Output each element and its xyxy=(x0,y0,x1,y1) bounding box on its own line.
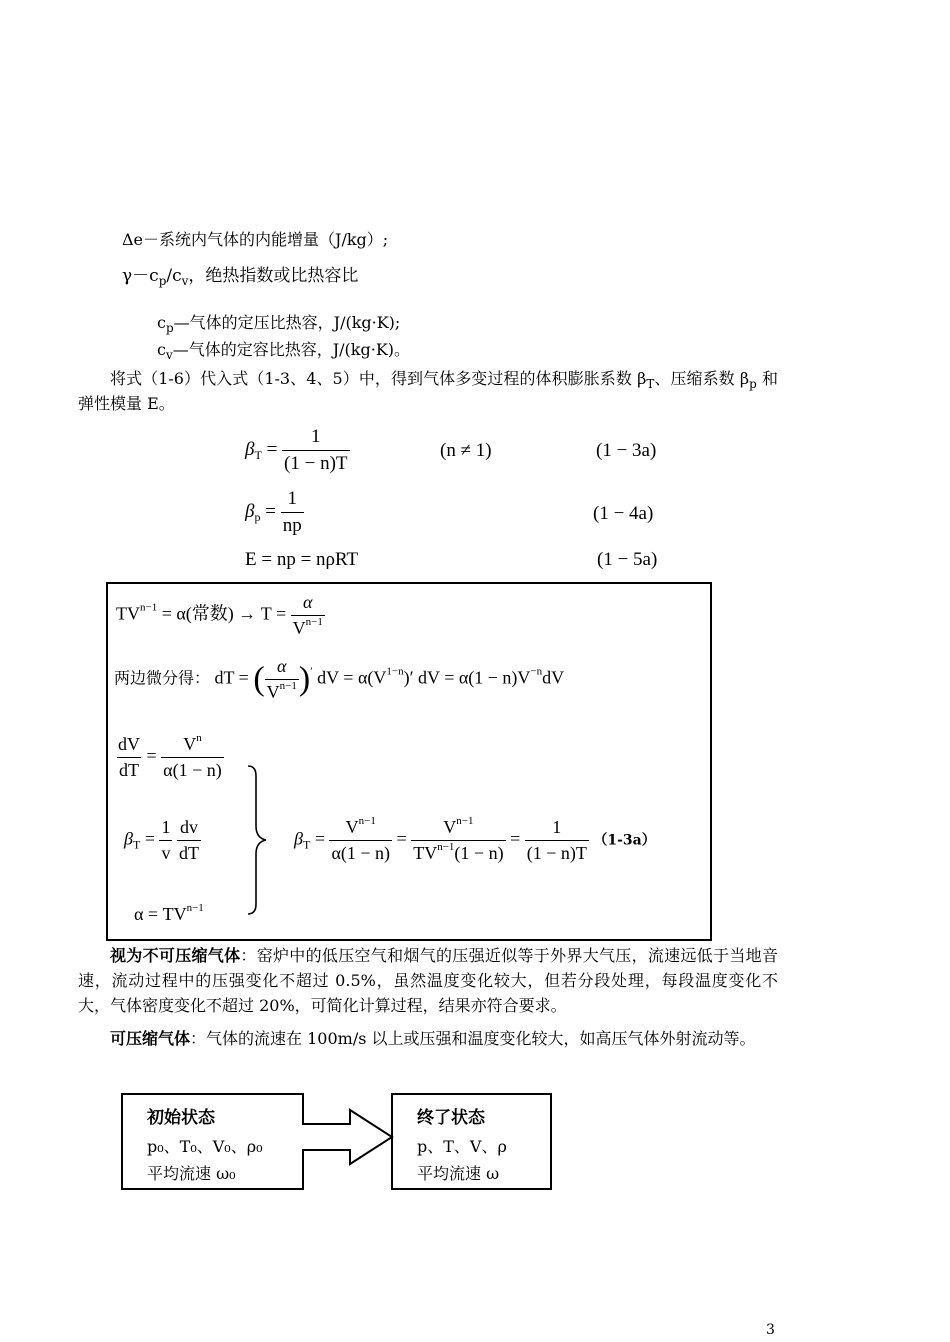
equation-condition: (n ≠ 1) xyxy=(440,440,492,461)
arrow-right-icon xyxy=(302,1108,394,1166)
equation-beta-p: $\beta_p$ = $\frac{1}{np}$ xyxy=(245,488,302,536)
equation-e: E = np = nρRT xyxy=(245,549,359,570)
derivation-row-3: $\frac{dV}{dT}$ = $\frac{V^n}{\alpha(1 - n)}$ xyxy=(118,732,222,780)
derivation-row-4: $\beta_T$ = $\frac{1}{v}$ $\frac{dv}{dT}$ xyxy=(124,817,199,863)
initial-state-title: 初始状态 xyxy=(147,1108,215,1128)
derivation-row-2: 两边微分得： dT = ( $\frac{\alpha}{V^{n-1}}$ )′ dV = $\alpha(V^{1-n})'$ dV = $\alpha(1 - n)V^{-n}dV$ xyxy=(114,656,565,702)
derivation-row-5: $\alpha = TV^{n-1}$ xyxy=(134,902,204,924)
initial-state-speed: 平均流速 ω₀ xyxy=(147,1164,236,1183)
initial-state-box xyxy=(121,1093,304,1190)
derivation-result: $\beta_T$ = $\frac{V^{n-1}}{\alpha(1 - n)}$ = $\frac{V^{n-1}}{TV^{n-1}(1 - n)}$ = $\frac{1}{(1 - n)T}$ （1-3a） xyxy=(294,815,656,863)
intro-paragraph: 将式（1-6）代入式（1-3、4、5）中，得到气体多变过程的体积膨胀系数 $\beta_T$、压缩系数 $\beta_p$ 和弹性模量 E。 xyxy=(78,369,778,413)
def-delta-e: Δe－系统内气体的内能增量（J/kg）; xyxy=(122,230,389,249)
final-state-speed: 平均流速 ω xyxy=(417,1164,500,1183)
compressible-paragraph: 可压缩气体：气体的流速在 100m/s 以上或压强和温度变化较大，如高压气体外射流动等。 xyxy=(110,1029,756,1048)
equation-beta-t: $\beta_T$ = $\frac{1}{(1 - n)T}$ xyxy=(245,426,348,474)
equation-tag-1-5a: (1 − 5a) xyxy=(597,549,658,570)
equation-tag-1-4a: (1 − 4a) xyxy=(593,503,654,524)
right-brace xyxy=(246,764,270,916)
page-number: 3 xyxy=(766,1322,775,1338)
def-cp: $c_p—$气体的定压比热容，J/(kg·K); xyxy=(157,313,401,335)
incompressible-paragraph: 视为不可压缩气体：窑炉中的低压空气和烟气的压强近似等于外界大气压，流速远低于当地音速，流动过程中的压强变化不超过 0.5%，虽然温度变化较大，但若分段处理，每段温度变化不大，气体密度变化不超过 20%，可简化计算过程，结果亦符合要求。 xyxy=(78,946,778,1015)
initial-state-vars: p₀、T₀、V₀、ρ₀ xyxy=(147,1137,263,1156)
final-state-title: 终了状态 xyxy=(417,1108,485,1128)
def-gamma: $\gamma-c_p/c_v$，绝热指数或比热容比 xyxy=(122,266,359,288)
derivation-row-1: $TV^{n-1} = \alpha$(常数) → T = $\frac{\alpha}{V^{n-1}}$ xyxy=(116,592,323,638)
final-state-box xyxy=(391,1093,552,1190)
final-state-vars: p、T、V、ρ xyxy=(417,1137,507,1156)
def-cv: $c_v—$气体的定容比热容，J/(kg·K)。 xyxy=(157,340,411,362)
derivation-box xyxy=(106,582,712,941)
equation-tag-1-3a: (1 − 3a) xyxy=(596,440,657,461)
